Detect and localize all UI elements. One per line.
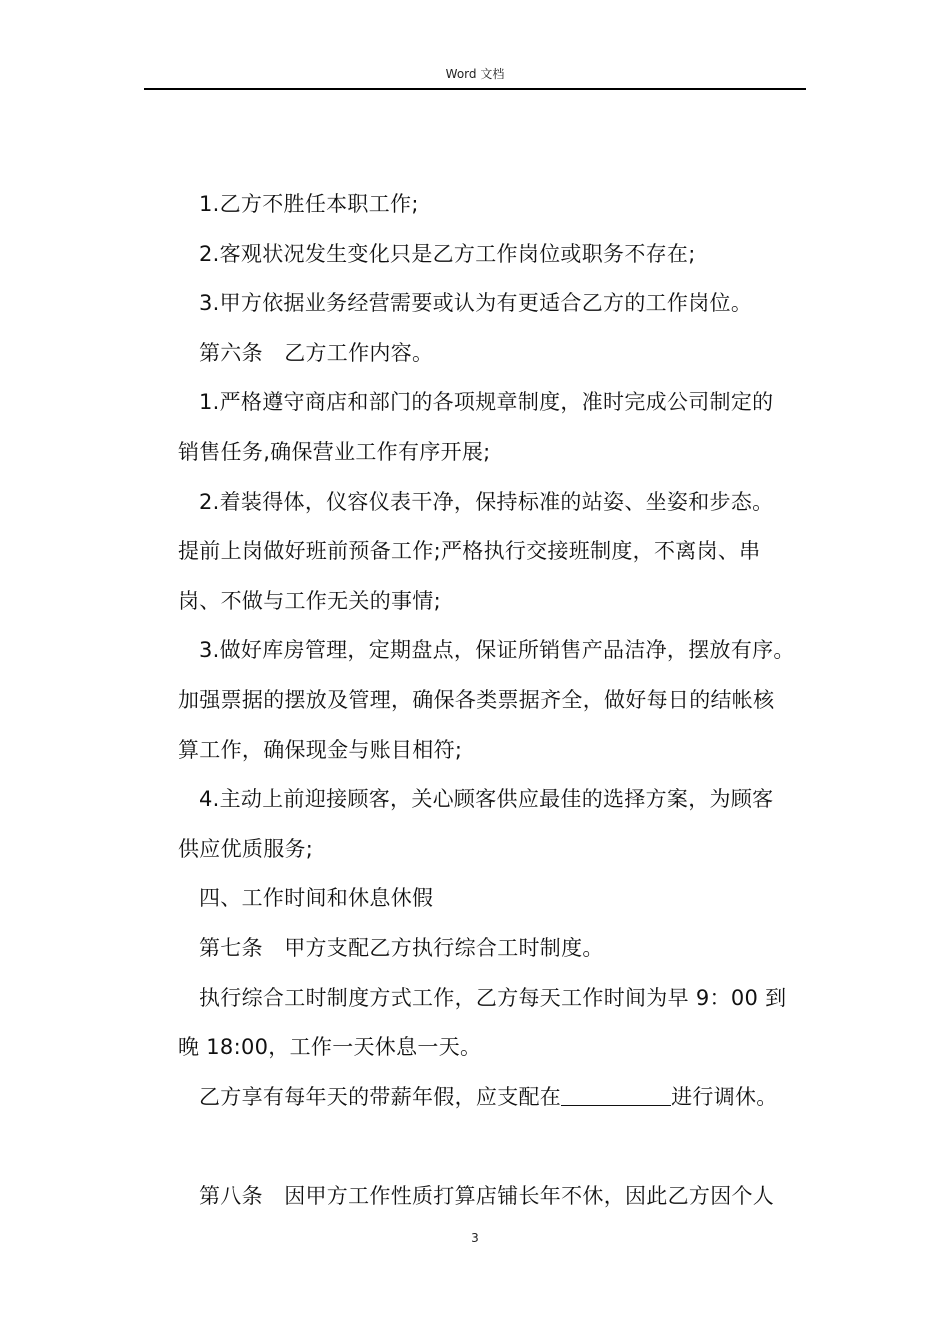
annual-leave-line (178, 1073, 810, 1123)
clause-line-continued: 提前上岗做好班前预备工作;严格执行交接班制度，不离岗、串 (178, 539, 761, 564)
paragraph-gap (178, 1122, 810, 1172)
clause-line: 1.严格遵守商店和部门的各项规章制度，准时完成公司制定的 (199, 390, 774, 415)
clause-line: 3.甲方依据业务经营需要或认为有更适合乙方的工作岗位。 (199, 291, 753, 316)
page-header-title: Word 文档 (445, 67, 505, 81)
clause-line: 执行综合工时制度方式工作，乙方每天工作时间为早 9：00 到 (199, 985, 787, 1010)
clause-line: 4.主动上前迎接顾客，关心顾客供应最佳的选择方案，为顾客 (199, 787, 774, 812)
annual-leave-text-before: 乙方享有每年天的带薪年假，应支配在 (199, 1084, 562, 1109)
section-heading: 四、工作时间和休息休假 (199, 886, 434, 911)
fill-in-blank (561, 1085, 671, 1106)
clause-line-continued: 加强票据的摆放及管理，确保各类票据齐全，做好每日的结帐核 (178, 687, 775, 712)
article-heading: 第七条 甲方支配乙方执行综合工时制度。 (199, 935, 604, 960)
article-heading: 第六条 乙方工作内容。 (199, 340, 434, 365)
clause-line: 3.做好库房管理，定期盘点，保证所销售产品洁净，摆放有序。 (199, 638, 795, 663)
clause-line-continued: 销售任务,确保营业工作有序开展; (178, 439, 491, 464)
clause-line: 1.乙方不胜任本职工作; (199, 192, 419, 216)
document-body (178, 180, 810, 1221)
clause-line-continued: 算工作，确保现金与账目相符; (178, 737, 463, 762)
clause-line: 2.客观状况发生变化只是乙方工作岗位或职务不存在; (199, 241, 696, 266)
annual-leave-text-after: 进行调休。 (671, 1084, 778, 1109)
clause-line-continued: 晚 18:00，工作一天休息一天。 (178, 1035, 482, 1060)
article-heading: 第八条 因甲方工作性质打算店铺长年不休，因此乙方因个人 (199, 1183, 775, 1208)
clause-line-continued: 供应优质服务; (178, 836, 314, 861)
page-number: 3 (471, 1231, 479, 1245)
clause-line-continued: 岗、不做与工作无关的事情; (178, 588, 441, 613)
clause-line: 2.着装得体，仪容仪表干净，保持标准的站姿、坐姿和步态。 (199, 489, 774, 514)
header-divider (144, 88, 806, 90)
